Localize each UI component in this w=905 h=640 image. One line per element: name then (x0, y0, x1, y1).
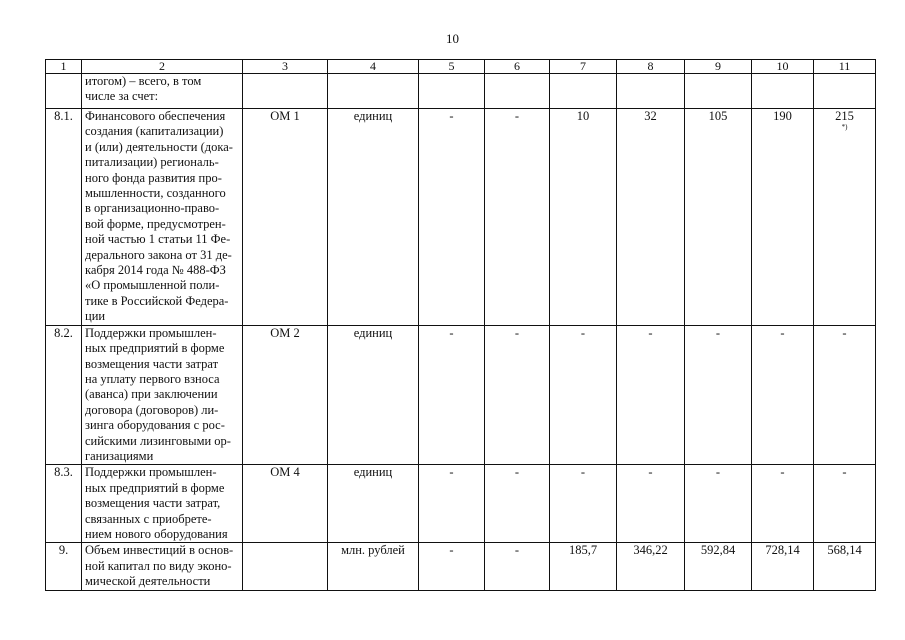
value-col-9: 592,84 (685, 543, 752, 590)
column-header: 6 (485, 60, 550, 74)
table-row (46, 325, 876, 465)
value-col-7: - (550, 465, 617, 543)
measure-code: ОМ 4 (243, 465, 328, 543)
value-col-10: - (752, 465, 814, 543)
value-col-9: - (685, 325, 752, 465)
value-col-8: - (617, 325, 685, 465)
value-col-8: - (617, 465, 685, 543)
unit: единиц (328, 109, 419, 326)
value-col-7: - (550, 325, 617, 465)
table-row (46, 543, 876, 590)
indicator-description: итогом) – всего, в том числе за счет: (82, 74, 243, 109)
value-col-6: - (485, 325, 550, 465)
value-col-10: - (752, 325, 814, 465)
measure-code: ОМ 1 (243, 109, 328, 326)
value-col-7 (550, 74, 617, 109)
value-col-6 (485, 74, 550, 109)
column-number-row (46, 60, 876, 74)
value-col-8: 32 (617, 109, 685, 326)
measure-code (243, 74, 328, 109)
value-col-11: - (814, 465, 876, 543)
row-number (46, 74, 82, 109)
row-number: 8.1. (46, 109, 82, 326)
column-header: 9 (685, 60, 752, 74)
measure-code: ОМ 2 (243, 325, 328, 465)
column-header: 5 (419, 60, 485, 74)
value-col-6: - (485, 109, 550, 326)
indicators-table (45, 59, 876, 591)
measure-code (243, 543, 328, 590)
value-col-6: - (485, 465, 550, 543)
value-col-9: - (685, 465, 752, 543)
value-col-5: - (419, 465, 485, 543)
value-col-9: 105 (685, 109, 752, 326)
value-col-11-text: 215 (835, 109, 854, 123)
table-row (46, 465, 876, 543)
unit: единиц (328, 465, 419, 543)
value-col-8: 346,22 (617, 543, 685, 590)
unit (328, 74, 419, 109)
value-col-7: 185,7 (550, 543, 617, 590)
value-col-5 (419, 74, 485, 109)
value-col-11: 568,14 (814, 543, 876, 590)
table-row (46, 74, 876, 109)
value-col-9 (685, 74, 752, 109)
value-col-10: 728,14 (752, 543, 814, 590)
column-header: 4 (328, 60, 419, 74)
row-number: 9. (46, 543, 82, 590)
unit: млн. рублей (328, 543, 419, 590)
value-col-8 (617, 74, 685, 109)
value-col-6: - (485, 543, 550, 590)
unit: единиц (328, 325, 419, 465)
indicator-description: Поддержки промышлен- ных предприятий в форме возмещения части затрат на уплату первого взноса (аванса) при заключении договора (договоров) ли- зинга оборудования с рос- сийскими лизинговыми ор- ганизациями (82, 325, 243, 465)
column-header: 3 (243, 60, 328, 74)
value-col-10: 190 (752, 109, 814, 326)
column-header: 11 (814, 60, 876, 74)
indicator-description: Финансового обеспечения создания (капитализации) и (или) деятельности (дока- питализации) региональ- ного фонда развития про- мышленности, созданного в организационно-право- вой форме, предусмотрен- ной частью 1 статьи 11 Фе- дерального закона от 31 де- кабря 2014 года № 488-ФЗ «О промышленной поли- тике в Российской Федера- ции (82, 109, 243, 326)
value-col-10 (752, 74, 814, 109)
indicator-description: Объем инвестиций в основ- ной капитал по виду эконо- мической деятельности (82, 543, 243, 590)
value-col-5: - (419, 109, 485, 326)
value-col-11 (814, 74, 876, 109)
row-number: 8.3. (46, 465, 82, 543)
table-row (46, 109, 876, 326)
value-col-11: - (814, 325, 876, 465)
value-col-7: 10 (550, 109, 617, 326)
value-col-11 (814, 109, 876, 326)
column-header: 7 (550, 60, 617, 74)
column-header: 10 (752, 60, 814, 74)
value-col-5: - (419, 543, 485, 590)
page-number: 10 (446, 31, 459, 46)
column-header: 1 (46, 60, 82, 74)
indicator-description: Поддержки промышлен- ных предприятий в форме возмещения части затрат, связанных с приобрете- нием нового оборудования (82, 465, 243, 543)
value-col-5: - (419, 325, 485, 465)
row-number: 8.2. (46, 325, 82, 465)
column-header: 8 (617, 60, 685, 74)
column-header: 2 (82, 60, 243, 74)
footnote-mark: *) (841, 123, 848, 132)
